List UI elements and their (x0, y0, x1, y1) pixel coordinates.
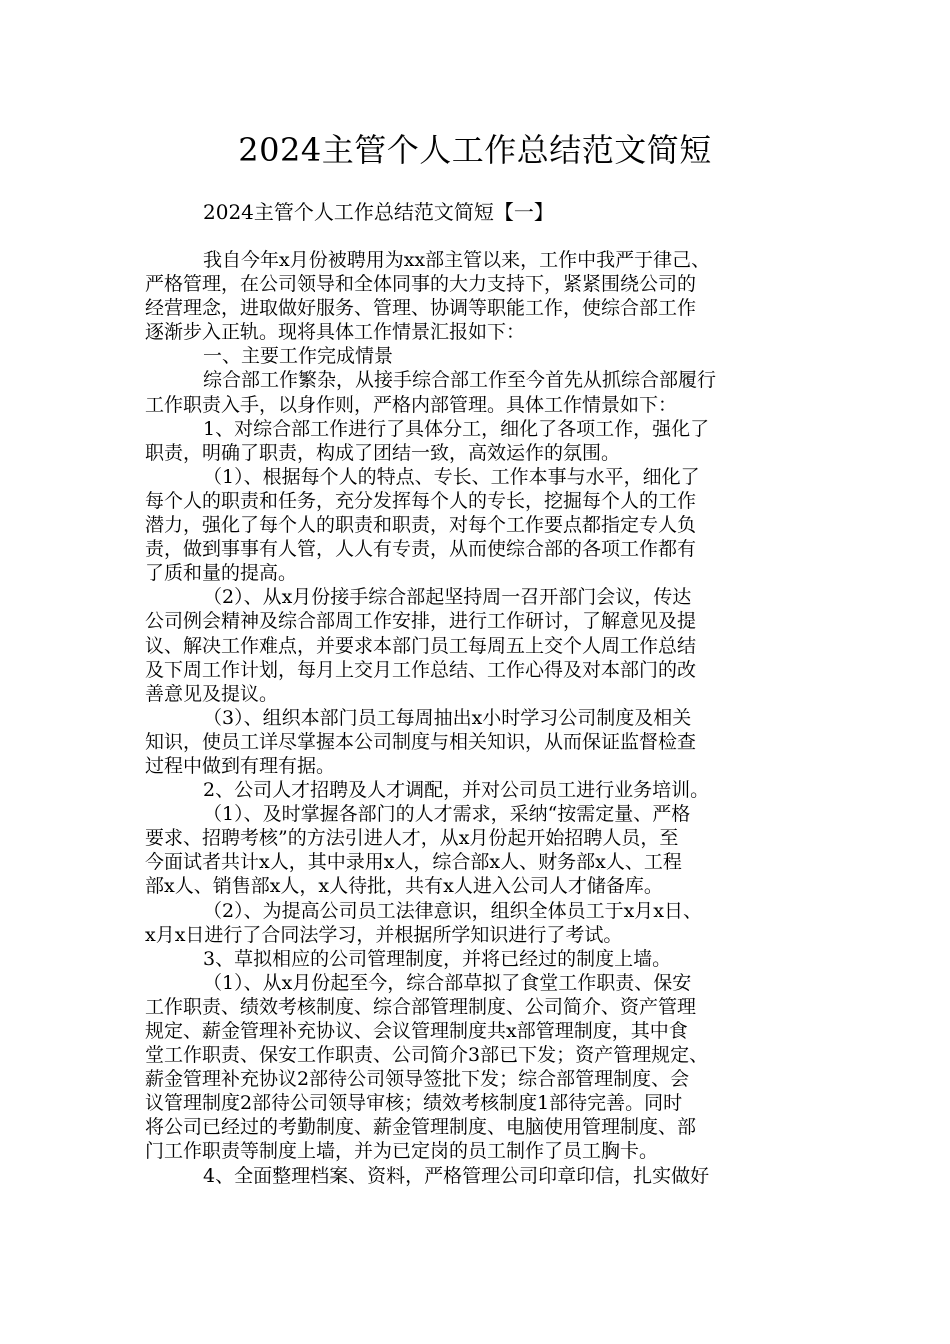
paragraph-line: 综合部工作繁杂，从接手综合部工作至今首先从抓综合部履行 (203, 369, 717, 392)
paragraph-line: 今面试者共计x人，其中录用x人，综合部x人、财务部x人、工程 (145, 851, 682, 874)
paragraph-line: （2）、为提高公司员工法律意识，组织全体员工于x月x日、 (203, 899, 703, 922)
paragraph-line: 议管理制度2部待公司领导审核；绩效考核制度1部待完善。同时 (145, 1092, 683, 1115)
paragraph-line: 我自今年x月份被聘用为xx部主管以来，工作中我严于律己、 (203, 249, 711, 271)
paragraph-line: 部x人、销售部x人，x人待批，共有x人进入公司人才储备库。 (145, 875, 663, 898)
paragraph-line: 4、全面整理档案、资料，严格管理公司印章印信，扎实做好 (203, 1164, 710, 1187)
paragraph-line: 议、解决工作难点，并要求本部门员工每周五上交个人周工作总结 (145, 634, 697, 657)
paragraph-line: 每个人的职责和任务，充分发挥每个人的专长，挖掘每个人的工作 (145, 489, 697, 512)
paragraph-line: 善意见及提议。 (145, 682, 279, 705)
paragraph-line: 规定、薪金管理补充协议、会议管理制度共x部管理制度，其中食 (145, 1020, 688, 1042)
paragraph-line: 知识，使员工详尽掌握本公司制度与相关知识，从而保证监督检查 (145, 730, 697, 753)
document-subtitle: 2024主管个人工作总结范文简短【一】 (203, 200, 554, 224)
paragraph-line: 逐渐步入正轨。现将具体工作情景汇报如下： (145, 321, 526, 344)
paragraph-line: 门工作职责等制度上墙，并为已定岗的员工制作了员工胸卡。 (145, 1140, 659, 1163)
paragraph-line: 堂工作职责、保安工作职责、公司简介3部已下发；资产管理规定、 (145, 1044, 709, 1067)
paragraph-line: 将公司已经过的考勤制度、薪金管理制度、电脑使用管理制度、部 (145, 1116, 697, 1139)
paragraph-line: 工作职责、绩效考核制度、综合部管理制度、公司简介、资产管理 (145, 995, 697, 1018)
paragraph-line: （1）、根据每个人的特点、专长、工作本事与水平，细化了 (203, 465, 700, 488)
paragraph-line: 1、对综合部工作进行了具体分工，细化了各项工作，强化了 (203, 417, 710, 440)
document-title: 2024主管个人工作总结范文简短 (238, 131, 712, 169)
paragraph-line: 工作职责入手，以身作则，严格内部管理。具体工作情景如下： (145, 393, 678, 416)
paragraph-line: 了质和量的提高。 (145, 562, 298, 585)
paragraph-line: 潜力，强化了每个人的职责和职责，对每个工作要点都指定专人负 (145, 514, 697, 537)
paragraph-line: 职责，明确了职责，构成了团结一致，高效运作的氛围。 (145, 441, 621, 464)
paragraph-line: 3、草拟相应的公司管理制度，并将已经过的制度上墙。 (203, 947, 672, 970)
paragraph-line: 薪金管理补充协议2部待公司领导签批下发；综合部管理制度、会 (145, 1068, 690, 1091)
paragraph-line: （3）、组织本部门员工每周抽出x小时学习公司制度及相关 (203, 706, 692, 729)
paragraph-line: （1）、及时掌握各部门的人才需求，采纳“按需定量、严格 (203, 803, 691, 826)
paragraph-line: （1）、从x月份起至今，综合部草拟了食堂工作职责、保安 (203, 971, 692, 994)
paragraph-line: 2、公司人才招聘及人才调配，并对公司员工进行业务培训。 (203, 779, 710, 802)
paragraph-line: 经营理念，进取做好服务、管理、协调等职能工作，使综合部工作 (145, 297, 697, 320)
paragraph-line: 严格管理，在公司领导和全体同事的大力支持下，紧紧围绕公司的 (145, 273, 697, 296)
document-body (145, 248, 825, 1188)
paragraph-line: 及下周工作计划，每月上交月工作总结、工作心得及对本部门的改 (145, 658, 697, 681)
paragraph-line: 一、主要工作完成情景 (203, 345, 394, 368)
paragraph-line: 过程中做到有理有据。 (145, 754, 336, 777)
paragraph-line: 要求、招聘考核”的方法引进人才，从x月份起开始招聘人员，至 (145, 827, 679, 850)
paragraph-line: 公司例会精神及综合部周工作安排，进行工作研讨，了解意见及提 (145, 610, 697, 633)
paragraph-line: （2）、从x月份接手综合部起坚持周一召开部门会议，传达 (203, 586, 692, 609)
paragraph-line: 责，做到事事有人管，人人有专责，从而使综合部的各项工作都有 (145, 538, 697, 561)
paragraph-line: x月x日进行了合同法学习，并根据所学知识进行了考试。 (145, 923, 623, 946)
